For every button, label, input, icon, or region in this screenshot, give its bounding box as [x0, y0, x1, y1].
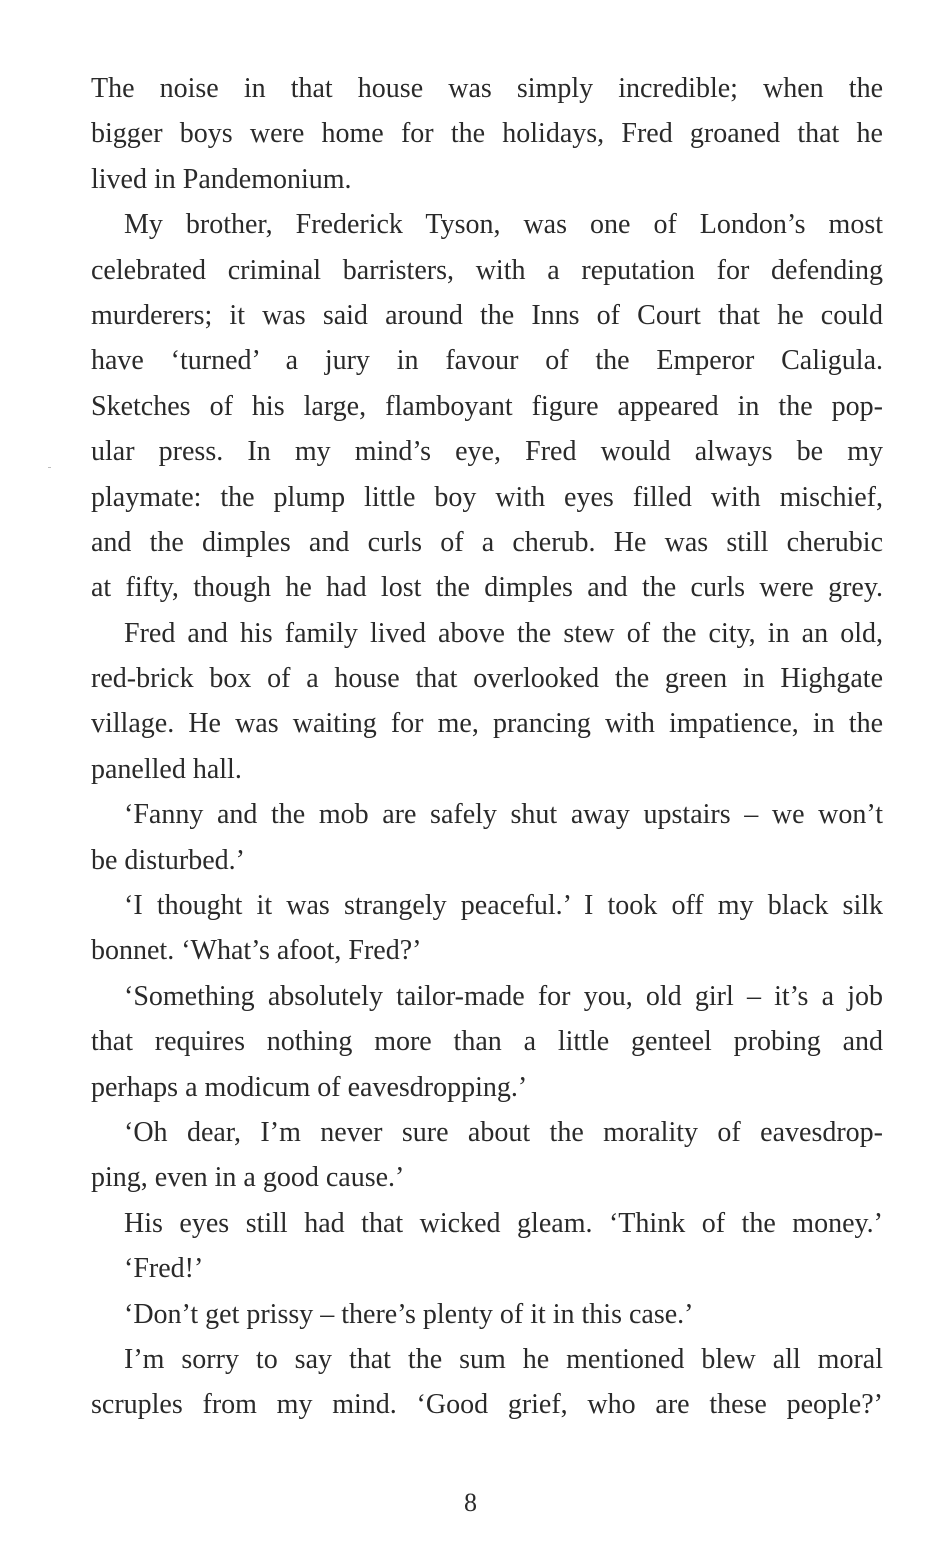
body-line: ular press. In my mind’s eye, Fred would always be my — [91, 436, 883, 468]
body-line: bigger boys were home for the holidays, Fred groaned that he — [91, 118, 883, 150]
page-body — [91, 66, 883, 1428]
body-line: panelled hall. — [91, 753, 242, 785]
margin-mark — [48, 467, 51, 468]
body-line: be disturbed.’ — [91, 844, 245, 876]
body-line: bonnet. ‘What’s afoot, Fred?’ — [91, 935, 422, 967]
body-line: murderers; it was said around the Inns of Court that he could — [91, 299, 883, 331]
body-line: red-brick box of a house that overlooked the green in Highgate — [91, 663, 883, 695]
body-line: celebrated criminal barristers, with a reputation for defending — [91, 254, 883, 286]
body-line: at fifty, though he had lost the dimples and the curls were grey. — [91, 572, 883, 604]
body-line: His eyes still had that wicked gleam. ‘Think of the money.’ — [124, 1207, 883, 1239]
body-line: ‘Oh dear, I’m never sure about the morality of eavesdrop- — [124, 1116, 883, 1148]
body-line: playmate: the plump little boy with eyes filled with mischief, — [91, 481, 883, 513]
body-line: ‘I thought it was strangely peaceful.’ I took off my black silk — [124, 890, 883, 922]
body-line: perhaps a modicum of eavesdropping.’ — [91, 1071, 528, 1103]
body-line: My brother, Frederick Tyson, was one of London’s most — [124, 209, 883, 241]
body-line: that requires nothing more than a little genteel probing and — [91, 1026, 883, 1058]
body-line: I’m sorry to say that the sum he mentioned blew all moral — [124, 1343, 883, 1375]
body-line: ‘Fred!’ — [124, 1253, 204, 1285]
body-line: ‘Fanny and the mob are safely shut away upstairs – we won’t — [124, 799, 883, 831]
body-line: Fred and his family lived above the stew of the city, in an old, — [124, 617, 883, 649]
body-line: have ‘turned’ a jury in favour of the Emperor Caligula. — [91, 345, 883, 377]
body-line: Sketches of his large, flamboyant figure appeared in the pop- — [91, 390, 883, 422]
page-number: 8 — [464, 1488, 477, 1517]
body-line: ‘Don’t get prissy – there’s plenty of it in this case.’ — [124, 1298, 694, 1330]
body-line: ‘Something absolutely tailor-made for you, old girl – it’s a job — [124, 980, 883, 1012]
body-line: lived in Pandemonium. — [91, 163, 352, 195]
body-line: scruples from my mind. ‘Good grief, who are these people?’ — [91, 1389, 883, 1421]
body-line: ping, even in a good cause.’ — [91, 1162, 405, 1194]
body-line: village. He was waiting for me, prancing with impatience, in the — [91, 708, 883, 740]
body-line: and the dimples and curls of a cherub. He was still cherubic — [91, 526, 883, 558]
body-line: The noise in that house was simply incredible; when the — [91, 73, 883, 104]
